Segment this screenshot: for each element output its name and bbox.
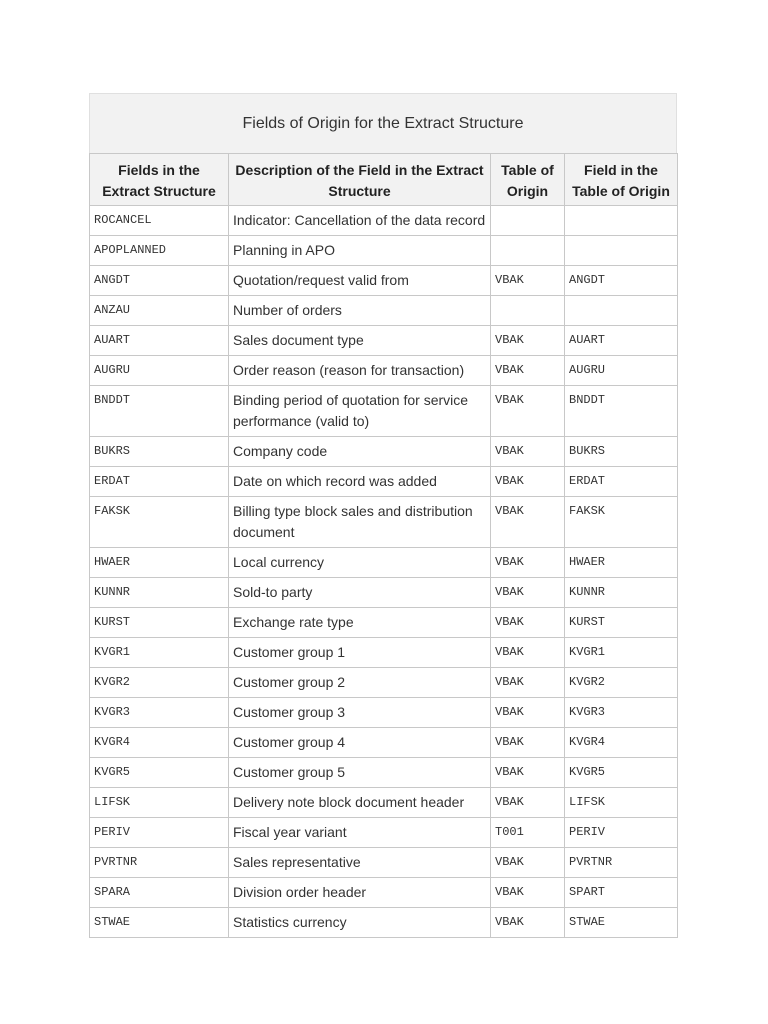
cell-table	[491, 236, 565, 266]
cell-origin-field: KUNNR	[565, 578, 678, 608]
cell-description: Exchange rate type	[229, 608, 491, 638]
table-row	[90, 326, 678, 356]
table-row	[90, 578, 678, 608]
cell-table: VBAK	[491, 848, 565, 878]
cell-table: VBAK	[491, 728, 565, 758]
cell-description: Delivery note block document header	[229, 788, 491, 818]
cell-origin-field: LIFSK	[565, 788, 678, 818]
cell-field: KVGR5	[90, 758, 229, 788]
cell-description: Number of orders	[229, 296, 491, 326]
cell-description: Company code	[229, 437, 491, 467]
cell-field: ANGDT	[90, 266, 229, 296]
table-body	[90, 206, 678, 938]
cell-table: VBAK	[491, 467, 565, 497]
cell-table: VBAK	[491, 437, 565, 467]
cell-description: Customer group 2	[229, 668, 491, 698]
cell-table: VBAK	[491, 878, 565, 908]
table-row	[90, 236, 678, 266]
cell-table: VBAK	[491, 356, 565, 386]
cell-field: AUART	[90, 326, 229, 356]
cell-field: BNDDT	[90, 386, 229, 437]
header-description: Description of the Field in the Extract Structure	[229, 154, 491, 206]
cell-description: Planning in APO	[229, 236, 491, 266]
cell-origin-field: KVGR3	[565, 698, 678, 728]
cell-origin-field	[565, 206, 678, 236]
cell-table: VBAK	[491, 548, 565, 578]
cell-description: Sales document type	[229, 326, 491, 356]
cell-description: Billing type block sales and distribution document	[229, 497, 491, 548]
cell-origin-field: AUGRU	[565, 356, 678, 386]
table-row	[90, 548, 678, 578]
cell-description: Fiscal year variant	[229, 818, 491, 848]
table-row	[90, 818, 678, 848]
cell-description: Quotation/request valid from	[229, 266, 491, 296]
cell-field: STWAE	[90, 908, 229, 938]
cell-description: Customer group 4	[229, 728, 491, 758]
cell-field: BUKRS	[90, 437, 229, 467]
cell-origin-field: KVGR1	[565, 638, 678, 668]
header-table: Table of Origin	[491, 154, 565, 206]
cell-table: VBAK	[491, 608, 565, 638]
cell-table	[491, 206, 565, 236]
cell-description: Statistics currency	[229, 908, 491, 938]
header-origin-field: Field in the Table of Origin	[565, 154, 678, 206]
table-row	[90, 908, 678, 938]
table-row	[90, 608, 678, 638]
cell-table: VBAK	[491, 386, 565, 437]
cell-table: VBAK	[491, 698, 565, 728]
cell-origin-field: BNDDT	[565, 386, 678, 437]
cell-description: Customer group 5	[229, 758, 491, 788]
cell-description: Binding period of quotation for service performance (valid to)	[229, 386, 491, 437]
cell-table: VBAK	[491, 668, 565, 698]
table-row	[90, 356, 678, 386]
cell-field: KVGR1	[90, 638, 229, 668]
cell-table: VBAK	[491, 638, 565, 668]
cell-field: KURST	[90, 608, 229, 638]
cell-description: Local currency	[229, 548, 491, 578]
table-row	[90, 296, 678, 326]
cell-description: Sold-to party	[229, 578, 491, 608]
table-row	[90, 758, 678, 788]
table-row	[90, 266, 678, 296]
cell-table: VBAK	[491, 908, 565, 938]
cell-field: AUGRU	[90, 356, 229, 386]
table-row	[90, 878, 678, 908]
cell-description: Sales representative	[229, 848, 491, 878]
cell-field: ROCANCEL	[90, 206, 229, 236]
cell-origin-field: KVGR5	[565, 758, 678, 788]
table-row	[90, 848, 678, 878]
cell-field: KVGR2	[90, 668, 229, 698]
cell-origin-field: STWAE	[565, 908, 678, 938]
cell-field: KVGR4	[90, 728, 229, 758]
cell-origin-field: PVRTNR	[565, 848, 678, 878]
table-caption: Fields of Origin for the Extract Structure	[89, 93, 677, 153]
document	[89, 93, 677, 938]
cell-origin-field: KVGR2	[565, 668, 678, 698]
header-row	[90, 154, 678, 206]
cell-description: Date on which record was added	[229, 467, 491, 497]
header-field: Fields in the Extract Structure	[90, 154, 229, 206]
cell-origin-field: KVGR4	[565, 728, 678, 758]
table-row	[90, 638, 678, 668]
cell-origin-field: ERDAT	[565, 467, 678, 497]
cell-origin-field: FAKSK	[565, 497, 678, 548]
table-row	[90, 386, 678, 437]
cell-field: ANZAU	[90, 296, 229, 326]
cell-description: Indicator: Cancellation of the data record	[229, 206, 491, 236]
cell-description: Division order header	[229, 878, 491, 908]
cell-table: T001	[491, 818, 565, 848]
cell-description: Customer group 3	[229, 698, 491, 728]
cell-table: VBAK	[491, 326, 565, 356]
table-row	[90, 437, 678, 467]
cell-origin-field	[565, 236, 678, 266]
cell-table	[491, 296, 565, 326]
cell-origin-field: SPART	[565, 878, 678, 908]
cell-field: LIFSK	[90, 788, 229, 818]
cell-field: SPARA	[90, 878, 229, 908]
cell-origin-field	[565, 296, 678, 326]
cell-description: Customer group 1	[229, 638, 491, 668]
cell-table: VBAK	[491, 578, 565, 608]
cell-table: VBAK	[491, 758, 565, 788]
cell-origin-field: PERIV	[565, 818, 678, 848]
cell-description: Order reason (reason for transaction)	[229, 356, 491, 386]
cell-field: FAKSK	[90, 497, 229, 548]
cell-field: HWAER	[90, 548, 229, 578]
cell-origin-field: KURST	[565, 608, 678, 638]
table-row	[90, 698, 678, 728]
cell-field: APOPLANNED	[90, 236, 229, 266]
fields-table	[89, 153, 678, 938]
cell-origin-field: ANGDT	[565, 266, 678, 296]
table-row	[90, 497, 678, 548]
table-row	[90, 788, 678, 818]
cell-table: VBAK	[491, 788, 565, 818]
cell-field: PVRTNR	[90, 848, 229, 878]
cell-field: ERDAT	[90, 467, 229, 497]
table-row	[90, 668, 678, 698]
table-row	[90, 728, 678, 758]
table-row	[90, 206, 678, 236]
cell-table: VBAK	[491, 266, 565, 296]
cell-table: VBAK	[491, 497, 565, 548]
cell-origin-field: AUART	[565, 326, 678, 356]
cell-origin-field: BUKRS	[565, 437, 678, 467]
cell-field: PERIV	[90, 818, 229, 848]
cell-origin-field: HWAER	[565, 548, 678, 578]
table-row	[90, 467, 678, 497]
cell-field: KVGR3	[90, 698, 229, 728]
cell-field: KUNNR	[90, 578, 229, 608]
